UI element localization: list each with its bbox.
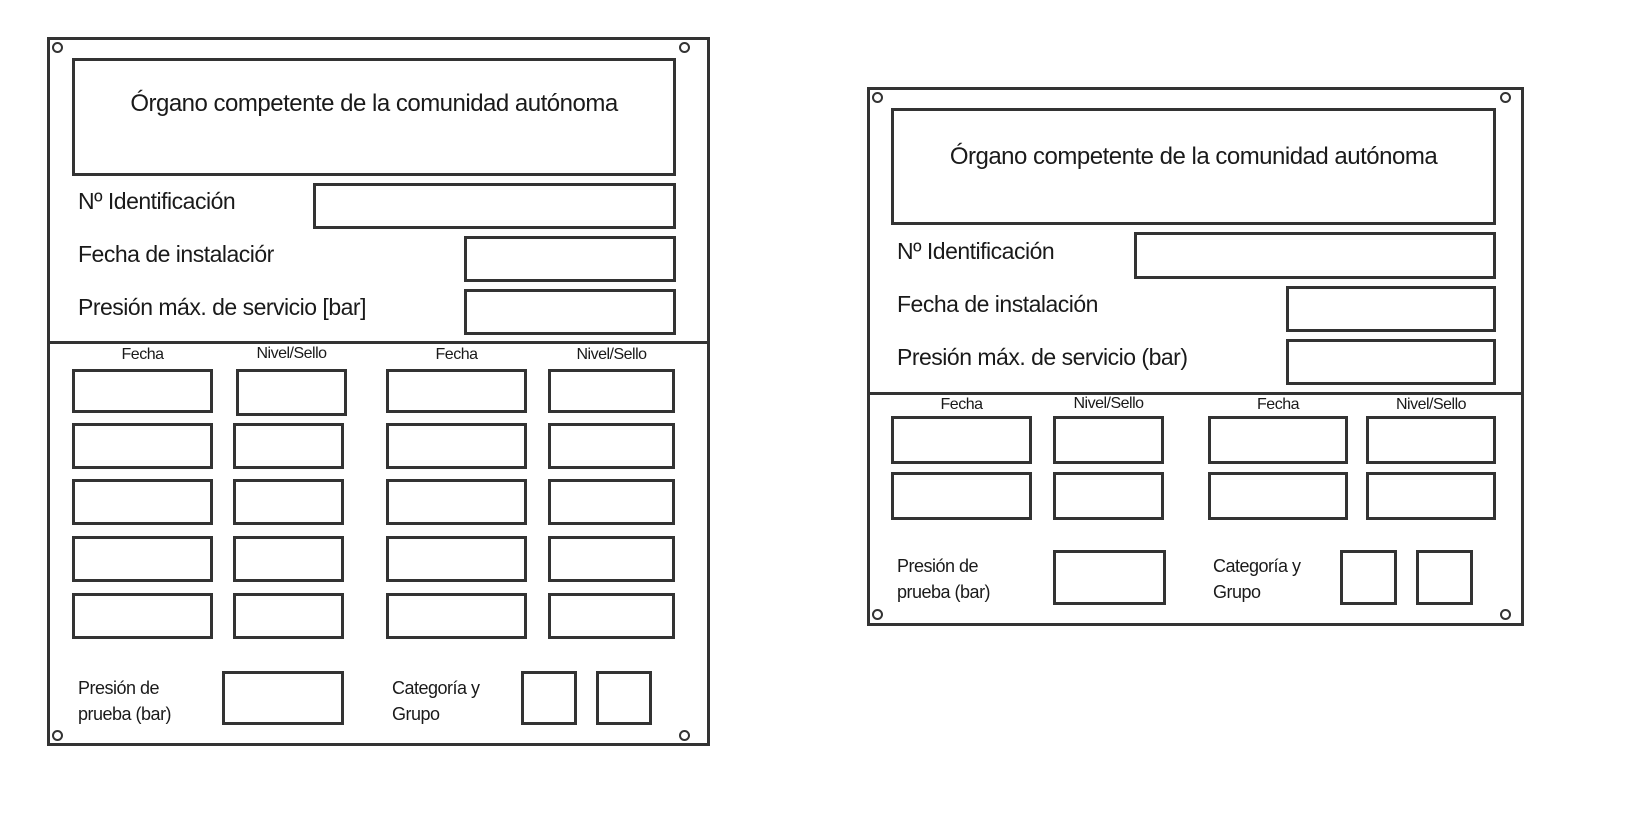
category-label: Categoría y Grupo — [392, 678, 480, 724]
inspection-cell — [233, 593, 344, 639]
inspection-cell — [1366, 472, 1496, 520]
inspection-cell — [548, 423, 675, 469]
max-pressure-field — [1286, 339, 1496, 385]
max-pressure-field — [464, 289, 676, 335]
column-header: Fecha — [435, 346, 478, 363]
category-field — [521, 671, 577, 725]
mounting-hole-icon — [1500, 609, 1511, 620]
mounting-hole-icon — [872, 92, 883, 103]
inspection-cell — [1053, 416, 1164, 464]
max-pressure-label: Presión máx. de servicio [bar] — [78, 294, 366, 320]
inspection-cell — [72, 593, 213, 639]
install-date-field — [1286, 286, 1496, 332]
test-pressure-label: Presión de prueba (bar) — [78, 678, 172, 724]
column-header: Fecha — [1257, 396, 1299, 413]
column-header: Nivel/Sello — [256, 345, 327, 362]
inspection-cell — [386, 593, 527, 639]
authority-title: Órgano competente de la comunidad autónoma — [949, 143, 1438, 170]
mounting-hole-icon — [52, 42, 63, 53]
id-field — [1134, 232, 1496, 279]
inspection-cell — [72, 423, 213, 469]
id-label: Nº Identificación — [897, 238, 1055, 264]
test-pressure-field — [1053, 550, 1166, 605]
inspection-cell — [386, 536, 527, 582]
inspection-cell — [548, 593, 675, 639]
mounting-hole-icon — [679, 730, 690, 741]
inspection-cell — [1208, 416, 1348, 464]
mounting-hole-icon — [679, 42, 690, 53]
inspection-cell — [548, 479, 675, 525]
inspection-cell — [1366, 416, 1496, 464]
divider — [867, 392, 1524, 395]
id-label: Nº Identificación — [78, 188, 236, 214]
inspection-cell — [1208, 472, 1348, 520]
authority-title: Órgano competente de la comunidad autónoma — [130, 90, 618, 117]
divider — [47, 341, 710, 344]
test-pressure-field — [222, 671, 344, 725]
inspection-cell — [72, 536, 213, 582]
inspection-cell — [72, 479, 213, 525]
install-date-label: Fecha de instalaciór — [78, 241, 274, 267]
inspection-cell — [548, 369, 675, 413]
inspection-cell — [72, 369, 213, 413]
inspection-cell — [548, 536, 675, 582]
install-date-field — [464, 236, 676, 282]
inspection-cell — [891, 472, 1032, 520]
max-pressure-label: Presión máx. de servicio (bar) — [897, 344, 1188, 370]
mounting-hole-icon — [1500, 92, 1511, 103]
install-date-label: Fecha de instalación — [897, 291, 1098, 317]
inspection-cell — [1053, 472, 1164, 520]
inspection-cell — [386, 423, 527, 469]
inspection-cell — [386, 479, 527, 525]
mounting-hole-icon — [872, 609, 883, 620]
column-header: Nivel/Sello — [576, 346, 647, 363]
inspection-cell — [891, 416, 1032, 464]
inspection-cell — [236, 369, 347, 416]
inspection-cell — [233, 423, 344, 469]
test-pressure-label: Presión de prueba (bar) — [897, 556, 991, 602]
group-field — [1416, 550, 1473, 605]
column-header: Fecha — [121, 346, 164, 363]
inspection-cell — [386, 369, 527, 413]
id-field — [313, 183, 676, 229]
category-label: Categoría y Grupo — [1213, 556, 1301, 602]
column-header: Fecha — [940, 396, 983, 413]
column-header: Nivel/Sello — [1073, 395, 1144, 412]
inspection-cell — [233, 479, 344, 525]
inspection-cell — [233, 536, 344, 582]
group-field — [596, 671, 652, 725]
column-header: Nivel/Sello — [1395, 396, 1467, 413]
category-field — [1340, 550, 1397, 605]
mounting-hole-icon — [52, 730, 63, 741]
